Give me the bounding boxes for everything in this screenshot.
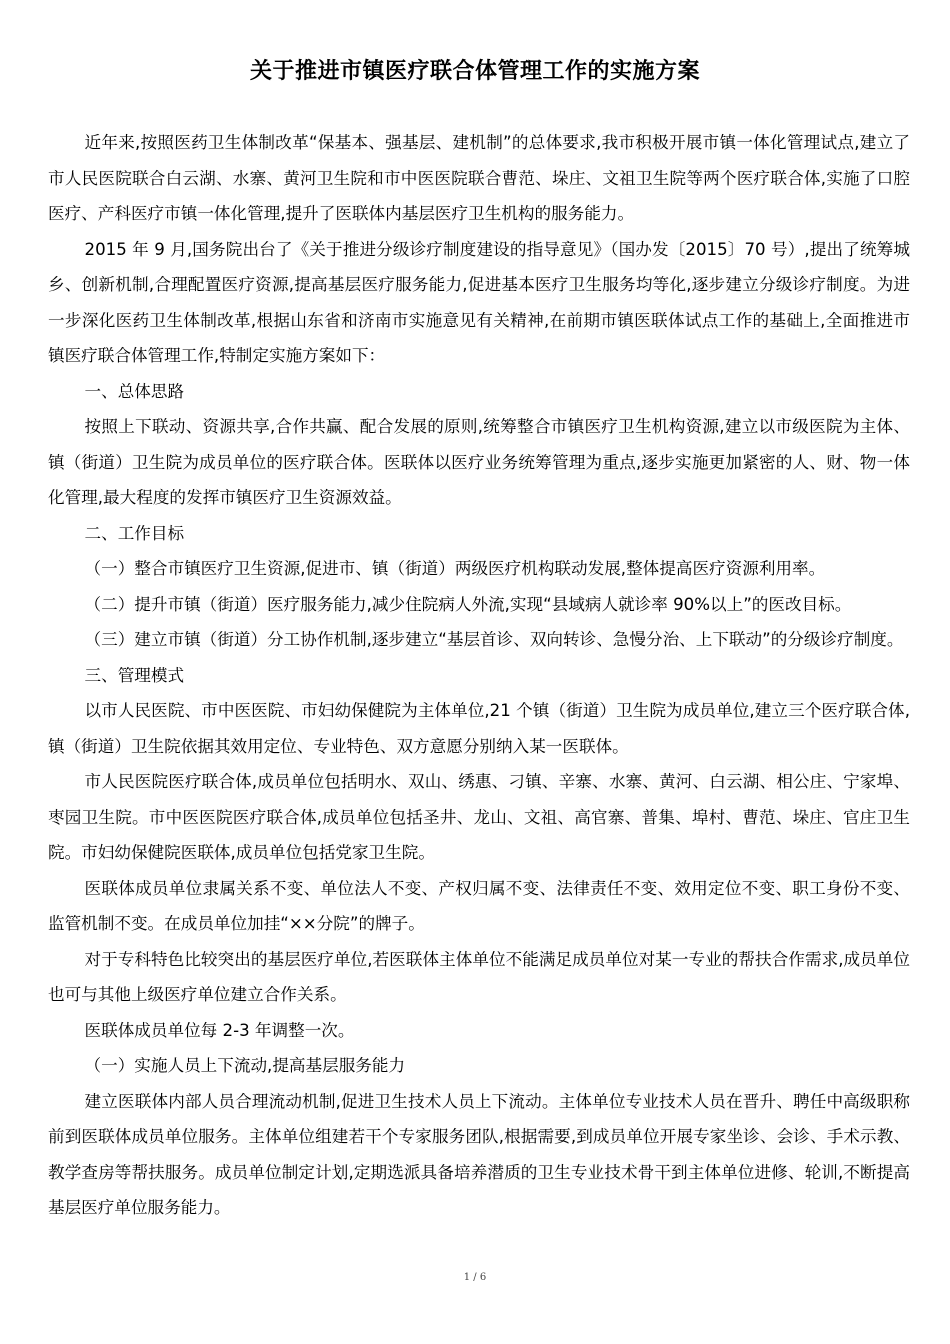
paragraph-member-units: 市人民医院医疗联合体,成员单位包括明水、双山、绣惠、刁镇、辛寨、水寨、黄河、白云湖、相公庄、宁家埠、枣园卫生院。市中医医院医疗联合体,成员单位包括圣井、龙山、文祖、高官寨、普集、埠村、曹范、垛庄、官庄卫生院。市妇幼保健院医联体,成员单位包括党家卫生院。 — [48, 772, 910, 862]
paragraph-management-units: 以市人民医院、市中医医院、市妇幼保健院为主体单位,21 个镇（街道）卫生院为成员单位,建立三个医疗联合体,镇（街道）卫生院依据其效用定位、专业特色、双方意愿分别纳入某一医联体。 — [48, 701, 910, 756]
paragraph-intro: 近年来,按照医药卫生体制改革“保基本、强基层、建机制”的总体要求,我市积极开展市镇一体化管理试点,建立了市人民医院联合白云湖、水寨、黄河卫生院和市中医医院联合曹范、垛庄、文祖卫生院等两个医疗联合体,实施了口腔医疗、产科医疗市镇一体化管理,提升了医联体内基层医疗卫生机构的服务能力。 — [48, 133, 910, 223]
goal-item-1: （一）整合市镇医疗卫生资源,促进市、镇（街道）两级医疗机构联动发展,整体提高医疗资源利用率。 — [84, 559, 826, 578]
page-indicator: 1 / 6 — [463, 1272, 487, 1283]
paragraph-unchanged-relations: 医联体成员单位隶属关系不变、单位法人不变、产权归属不变、法律责任不变、效用定位不变、职工身份不变、监管机制不变。在成员单位加挂“××分院”的牌子。 — [48, 878, 910, 933]
document-title: 关于推进市镇医疗联合体管理工作的实施方案 — [249, 59, 700, 84]
paragraph-overall-approach: 按照上下联动、资源共享,合作共赢、配合发展的原则,统筹整合市镇医疗卫生机构资源,建立以市级医院为主体、镇（街道）卫生院为成员单位的医疗联合体。医联体以医疗业务统筹管理为重点,逐步实施更加紧密的人、财、物一体化管理,最大程度的发挥市镇医疗卫生资源效益。 — [48, 417, 910, 507]
paragraph-specialty-cooperation: 对于专科特色比较突出的基层医疗单位,若医联体主体单位不能满足成员单位对某一专业的帮扶合作需求,成员单位也可与其他上级医疗单位建立合作关系。 — [48, 949, 910, 1004]
goal-item-3: （三）建立市镇（街道）分工协作机制,逐步建立“基层首诊、双向转诊、急慢分治、上下联动”的分级诊疗制度。 — [84, 630, 904, 649]
paragraph-adjustment-period: 医联体成员单位每 2-3 年调整一次。 — [84, 1020, 355, 1040]
section-heading-overall-approach: 一、总体思路 — [84, 381, 185, 401]
section-heading-work-goals: 二、工作目标 — [84, 523, 185, 543]
paragraph-background: 2015 年 9 月,国务院出台了《关于推进分级诊疗制度建设的指导意见》（国办发〔2015〕70 号）,提出了统筹城乡、创新机制,合理配置医疗资源,提高基层医疗服务能力,促进基本医疗卫生服务均等化,逐步建立分级诊疗制度。为进一步深化医药卫生体制改革,根据山东省和济南市实施意见有关精神,在前期市镇医联体试点工作的基础上,全面推进市镇医疗联合体管理工作,特制定实施方案如下： — [48, 239, 910, 365]
paragraph-staff-flow: 建立医联体内部人员合理流动机制,促进卫生技术人员上下流动。主体单位专业技术人员在晋升、聘任中高级职称前到医联体成员单位服务。主体单位组建若干个专家服务团队,根据需要,到成员单位开展专家坐诊、会诊、手术示教、教学查房等帮扶服务。成员单位制定计划,定期选派具备培养潜质的卫生专业技术骨干到主体单位进修、轮训,不断提高基层医疗单位服务能力。 — [48, 1091, 910, 1217]
section-heading-management-mode: 三、管理模式 — [84, 665, 185, 685]
goal-item-2: （二）提升市镇（街道）医疗服务能力,减少住院病人外流,实现“县域病人就诊率 90%以上”的医改目标。 — [84, 594, 852, 614]
subsection-heading-staff-flow: （一）实施人员上下流动,提高基层服务能力 — [84, 1056, 406, 1075]
document-body — [48, 125, 910, 1226]
